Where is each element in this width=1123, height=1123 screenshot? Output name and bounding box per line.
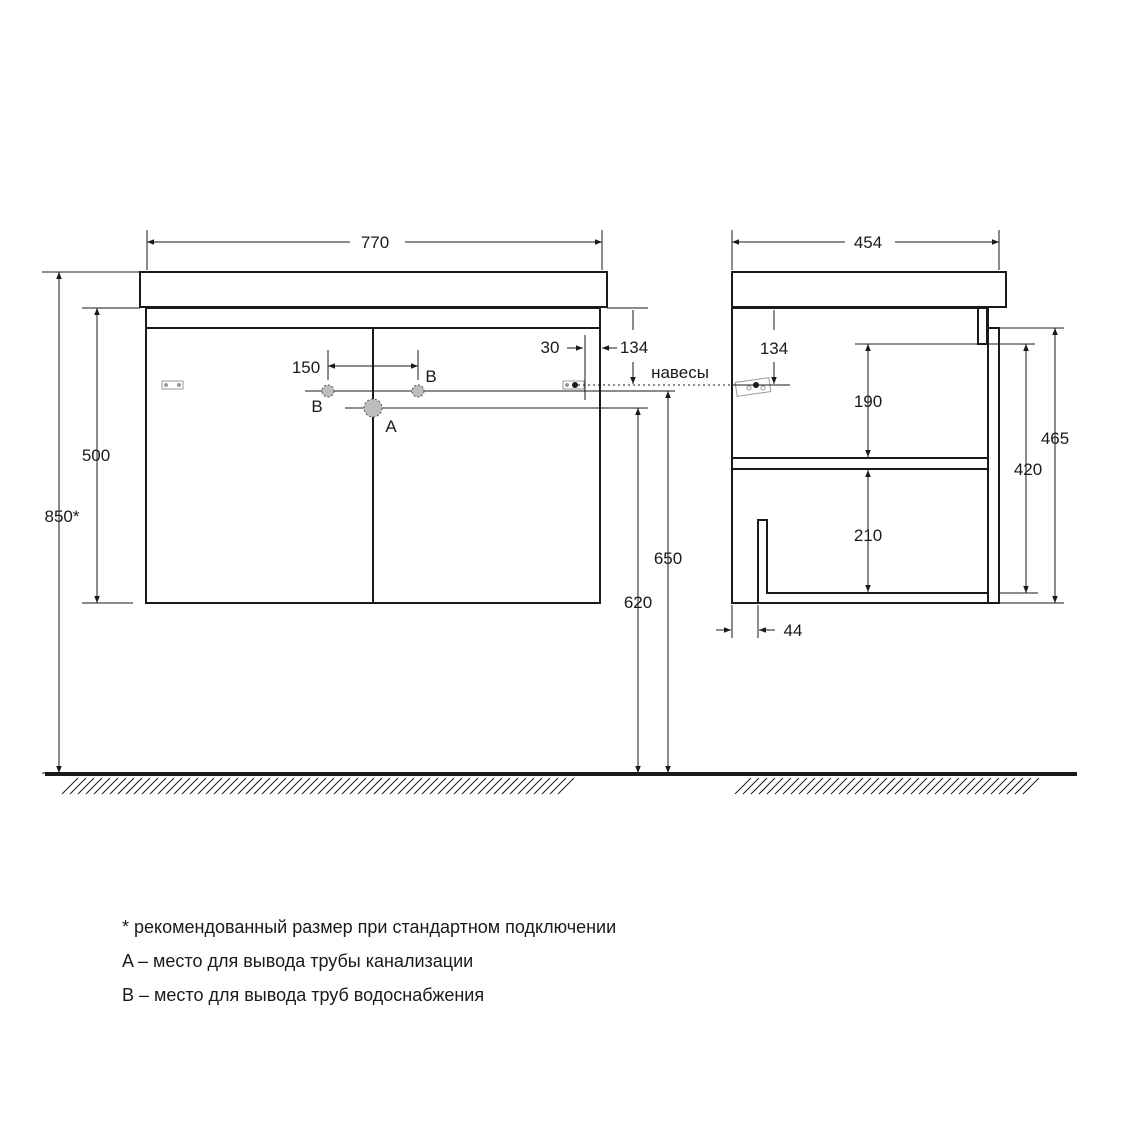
mount-offset-x-label: 30 xyxy=(540,338,560,357)
hatch-stroke xyxy=(214,778,230,794)
hatch-stroke xyxy=(510,778,526,794)
hatch-stroke xyxy=(775,778,791,794)
depth-label: 454 xyxy=(853,233,883,252)
hatch-stroke xyxy=(478,778,494,794)
hatch-stroke xyxy=(86,778,102,794)
hatch-stroke xyxy=(366,778,382,794)
hatch-stroke xyxy=(358,778,374,794)
hatch-stroke xyxy=(943,778,959,794)
hatch-stroke xyxy=(62,778,78,794)
hatch-stroke xyxy=(815,778,831,794)
hatch-stroke xyxy=(951,778,967,794)
floor xyxy=(45,774,1077,794)
hatch-stroke xyxy=(382,778,398,794)
front-left-door xyxy=(146,328,373,603)
lower-compartment-label: 210 xyxy=(853,526,883,545)
hatch-stroke xyxy=(1007,778,1023,794)
hatch-stroke xyxy=(991,778,1007,794)
hatch-stroke xyxy=(799,778,815,794)
hatch-stroke xyxy=(887,778,903,794)
hatch-stroke xyxy=(190,778,206,794)
hatch-stroke xyxy=(78,778,94,794)
hatch-stroke xyxy=(542,778,558,794)
cabinet-height-label: 500 xyxy=(81,446,111,465)
hatch-stroke xyxy=(735,778,751,794)
hatch-stroke xyxy=(454,778,470,794)
front-view xyxy=(140,272,607,603)
mounts-label: навесы xyxy=(651,363,709,382)
side-mount-bracket-icon xyxy=(735,378,771,397)
note-supply: B – место для вывода труб водоснабжения xyxy=(122,985,485,1005)
hatch-stroke xyxy=(206,778,222,794)
hatch-stroke xyxy=(438,778,454,794)
recess-depth-label: 44 xyxy=(783,621,803,640)
total-height-label: 850* xyxy=(44,507,80,526)
drain-outlet-icon xyxy=(364,399,382,417)
floor-hatch-left xyxy=(62,778,574,794)
hatch-stroke xyxy=(222,778,238,794)
pipe-outlets xyxy=(305,382,740,417)
hatch-stroke xyxy=(246,778,262,794)
floor-hatch-right xyxy=(735,778,1039,794)
supply-outlet-left-icon xyxy=(322,385,334,397)
hatch-stroke xyxy=(831,778,847,794)
side-dimension-labels xyxy=(760,233,1069,640)
front-top-rail xyxy=(146,308,600,328)
hatch-stroke xyxy=(847,778,863,794)
hatch-stroke xyxy=(919,778,935,794)
hatch-stroke xyxy=(975,778,991,794)
hatch-stroke xyxy=(398,778,414,794)
width-label: 770 xyxy=(360,233,390,252)
hatch-stroke xyxy=(422,778,438,794)
hatch-stroke xyxy=(110,778,126,794)
upper-compartment-label: 190 xyxy=(853,392,883,411)
hatch-stroke xyxy=(558,778,574,794)
marker-a: A xyxy=(385,417,397,436)
hatch-stroke xyxy=(230,778,246,794)
hatch-stroke xyxy=(374,778,390,794)
hatch-stroke xyxy=(70,778,86,794)
outer-height-label: 465 xyxy=(1040,429,1070,448)
side-door xyxy=(988,328,999,603)
mount-point-icon xyxy=(572,382,578,388)
hatch-stroke xyxy=(294,778,310,794)
hatch-stroke xyxy=(767,778,783,794)
left-mount-bracket-icon xyxy=(162,381,183,389)
front-countertop xyxy=(140,272,607,307)
hatch-stroke xyxy=(550,778,566,794)
hatch-stroke xyxy=(518,778,534,794)
hatch-stroke xyxy=(182,778,198,794)
hatch-stroke xyxy=(446,778,462,794)
hatch-stroke xyxy=(350,778,366,794)
hatch-stroke xyxy=(751,778,767,794)
supply-outlet-right-icon xyxy=(412,385,424,397)
hatch-stroke xyxy=(414,778,430,794)
hatch-stroke xyxy=(999,778,1015,794)
hatch-stroke xyxy=(855,778,871,794)
hatch-stroke xyxy=(839,778,855,794)
hatch-stroke xyxy=(895,778,911,794)
side-shelf xyxy=(732,458,988,469)
front-dimension-labels xyxy=(45,233,709,612)
inner-height-label: 420 xyxy=(1013,460,1043,479)
hatch-stroke xyxy=(150,778,166,794)
hatch-stroke xyxy=(494,778,510,794)
drain-height-label: 620 xyxy=(623,593,653,612)
hole-spacing-label: 150 xyxy=(291,358,321,377)
hatch-stroke xyxy=(1015,778,1031,794)
hatch-stroke xyxy=(238,778,254,794)
hatch-stroke xyxy=(302,778,318,794)
hatch-stroke xyxy=(390,778,406,794)
hatch-stroke xyxy=(126,778,142,794)
hatch-stroke xyxy=(334,778,350,794)
hatch-stroke xyxy=(534,778,550,794)
side-mount-offset-label: 134 xyxy=(759,339,789,358)
hatch-stroke xyxy=(935,778,951,794)
marker-b-right: B xyxy=(425,367,437,386)
hatch-stroke xyxy=(807,778,823,794)
front-dimension-lines xyxy=(42,230,668,773)
hatch-stroke xyxy=(462,778,478,794)
marker-b-left: B xyxy=(311,397,323,416)
hatch-stroke xyxy=(863,778,879,794)
hatch-stroke xyxy=(406,778,422,794)
hatch-stroke xyxy=(310,778,326,794)
hatch-stroke xyxy=(871,778,887,794)
side-countertop xyxy=(732,272,1006,307)
hatch-stroke xyxy=(526,778,542,794)
hatch-stroke xyxy=(342,778,358,794)
hatch-stroke xyxy=(430,778,446,794)
hatch-stroke xyxy=(326,778,342,794)
front-right-door xyxy=(373,328,600,603)
supply-height-label: 650 xyxy=(653,549,683,568)
mount-offset-y-label: 134 xyxy=(619,338,649,357)
hatch-stroke xyxy=(174,778,190,794)
hatch-stroke xyxy=(791,778,807,794)
hatch-stroke xyxy=(470,778,486,794)
side-dimension-lines xyxy=(716,230,1064,638)
hatch-stroke xyxy=(158,778,174,794)
hatch-stroke xyxy=(278,778,294,794)
hatch-stroke xyxy=(783,778,799,794)
hatch-stroke xyxy=(967,778,983,794)
hatch-stroke xyxy=(142,778,158,794)
hatch-stroke xyxy=(134,778,150,794)
side-door-top xyxy=(978,308,987,344)
hatch-stroke xyxy=(102,778,118,794)
hatch-stroke xyxy=(1023,778,1039,794)
notes-block xyxy=(122,910,616,1012)
hatch-stroke xyxy=(911,778,927,794)
hatch-stroke xyxy=(983,778,999,794)
hatch-stroke xyxy=(959,778,975,794)
hatch-stroke xyxy=(743,778,759,794)
hatch-stroke xyxy=(759,778,775,794)
hatch-stroke xyxy=(927,778,943,794)
hatch-stroke xyxy=(94,778,110,794)
hatch-stroke xyxy=(166,778,182,794)
hatch-stroke xyxy=(286,778,302,794)
note-recommended: * рекомендованный размер при стандартном подключении xyxy=(122,917,617,937)
hatch-stroke xyxy=(262,778,278,794)
note-drain: A – место для вывода трубы канализации xyxy=(122,951,474,971)
hatch-stroke xyxy=(118,778,134,794)
hatch-stroke xyxy=(823,778,839,794)
hatch-stroke xyxy=(270,778,286,794)
hatch-stroke xyxy=(903,778,919,794)
hatch-stroke xyxy=(486,778,502,794)
hatch-stroke xyxy=(254,778,270,794)
side-view xyxy=(732,272,1006,603)
hatch-stroke xyxy=(879,778,895,794)
hatch-stroke xyxy=(318,778,334,794)
hatch-stroke xyxy=(502,778,518,794)
hatch-stroke xyxy=(198,778,214,794)
